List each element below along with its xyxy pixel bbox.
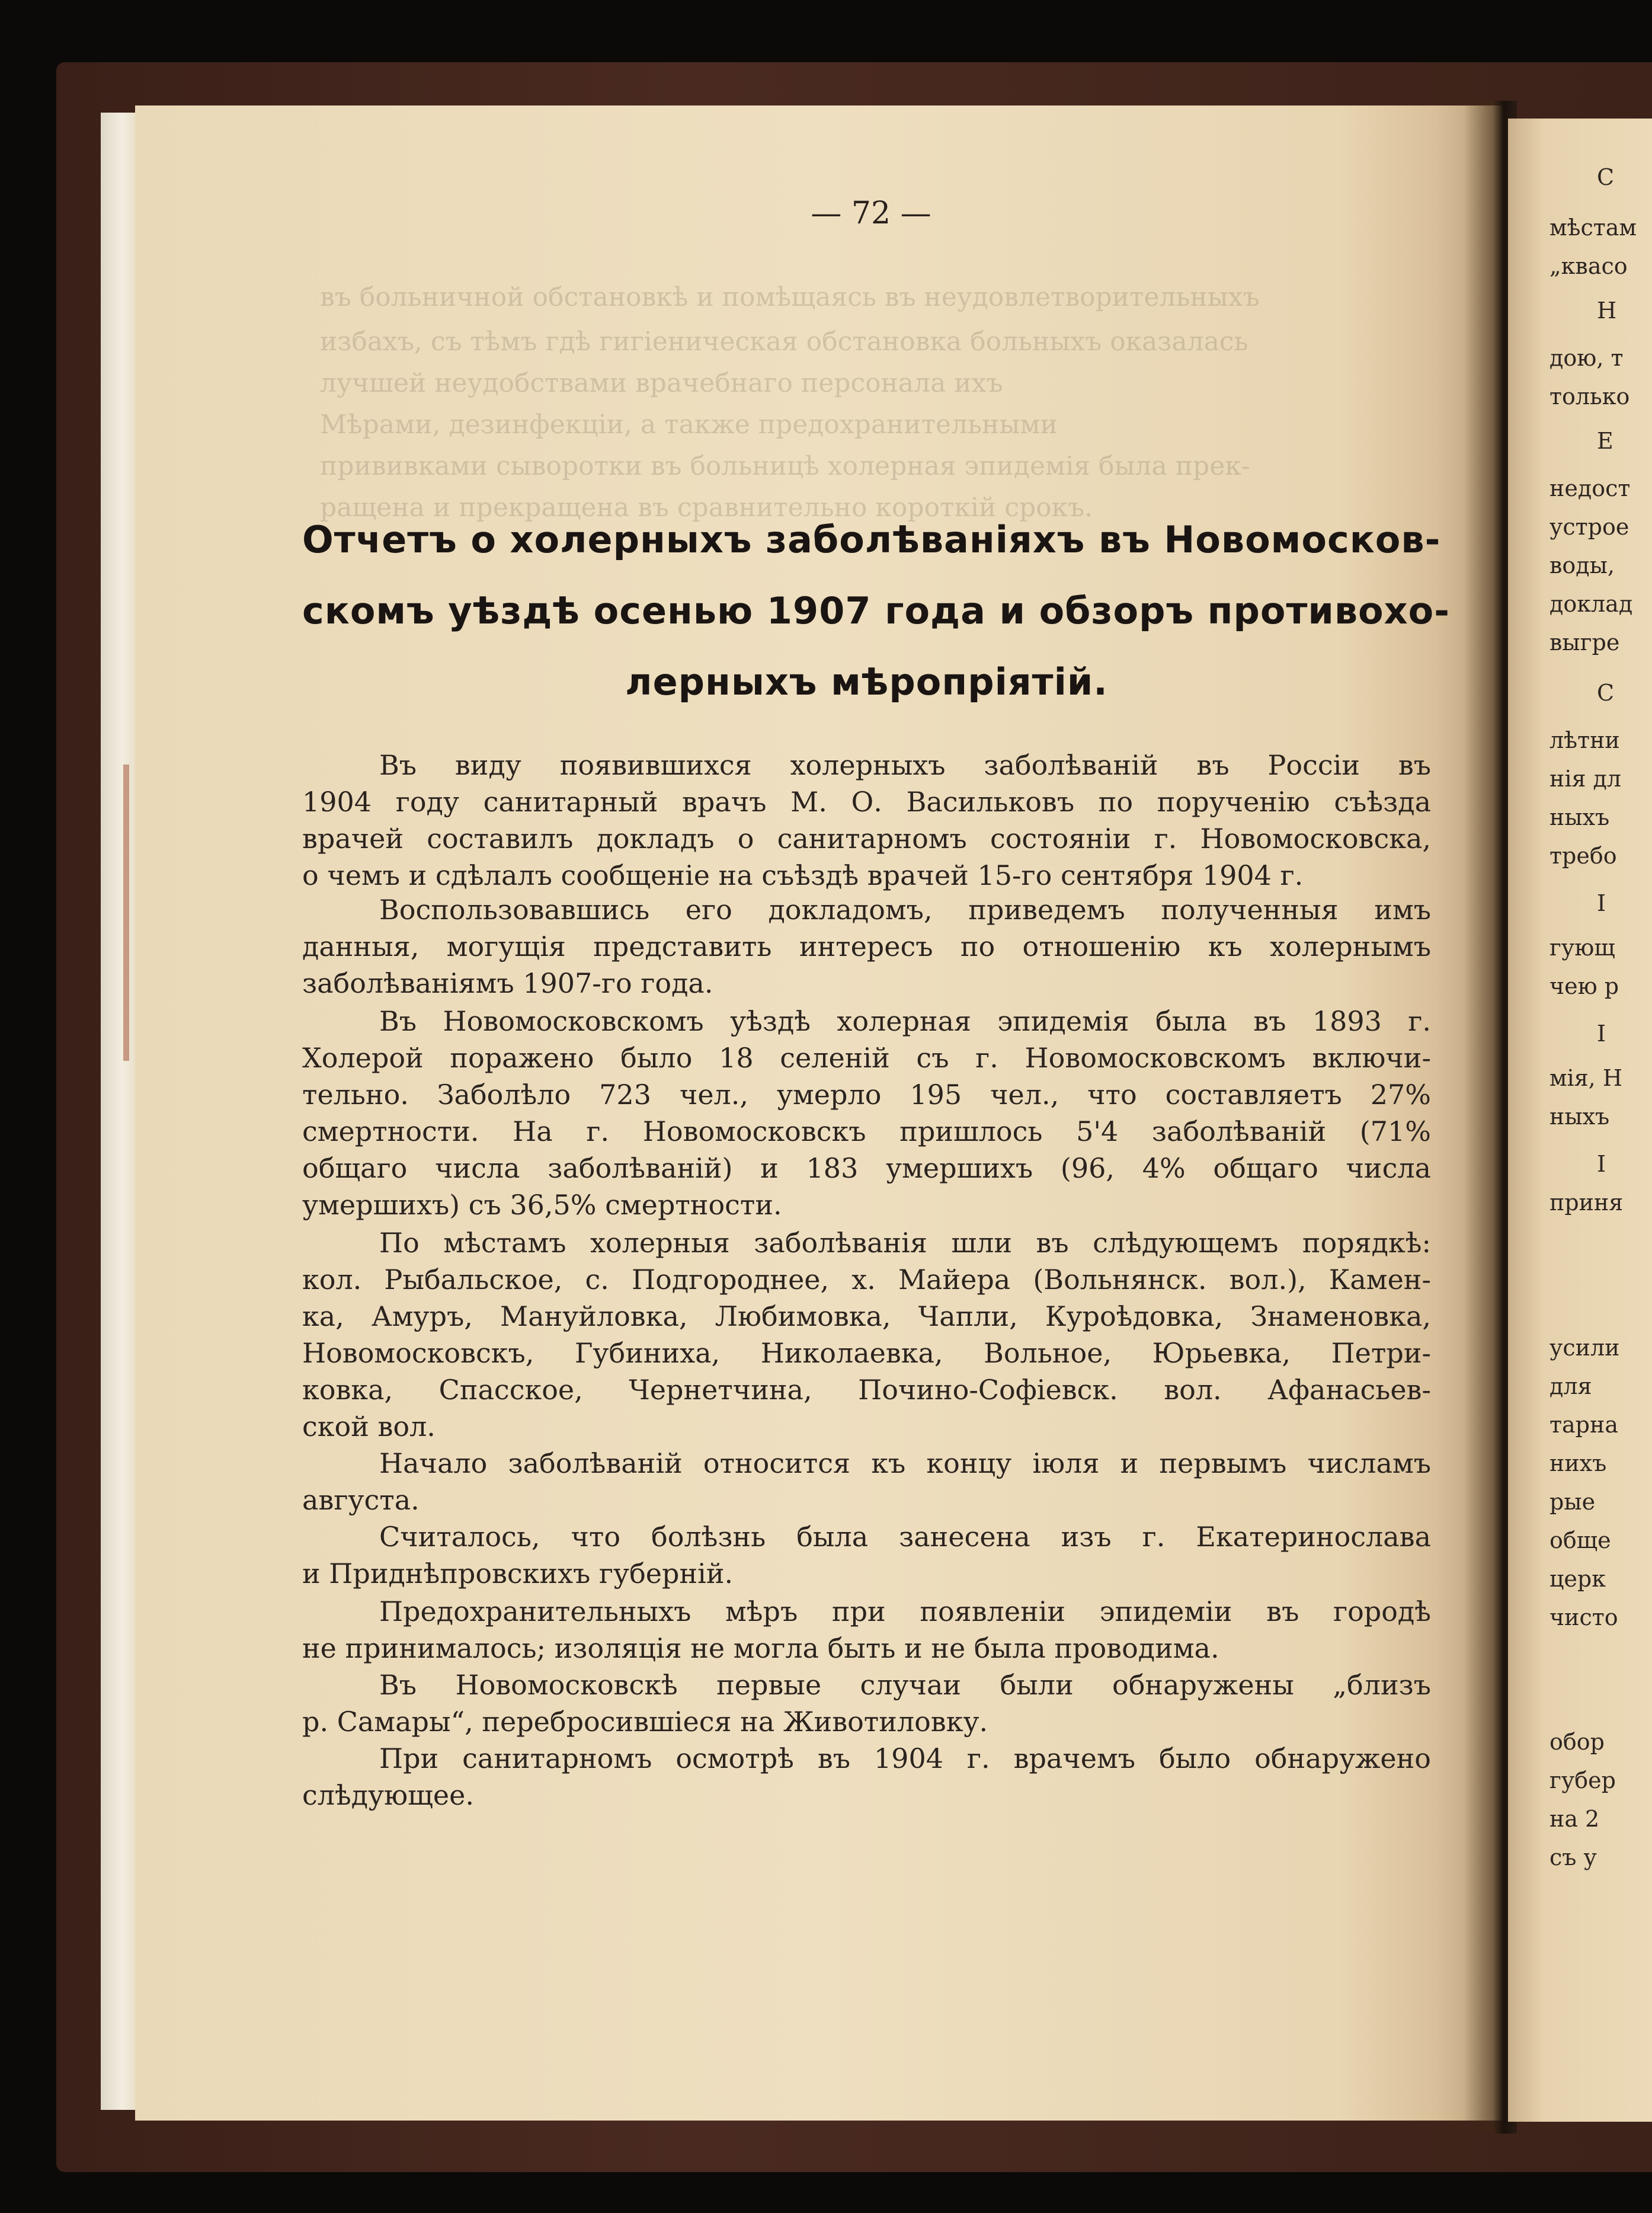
bleed-through-line: прививками сыворотки въ больницѣ холерная эпидемія была прек- <box>320 451 1250 481</box>
bleed-through-line: Мѣрами, дезинфекціи, а также предохранительными <box>320 410 1058 440</box>
right-page-fragment: обор <box>1549 1729 1605 1755</box>
right-page-fragment: воды, <box>1549 552 1615 578</box>
bleed-through-line: ращена и прекращена въ сравнительно короткій срокъ. <box>320 493 1093 523</box>
paragraph-line: не принималось; изоляція не могла быть и не была проводима. <box>302 1632 1219 1664</box>
right-page-fragment: устрое <box>1549 514 1629 540</box>
paragraph-line: ка, Амуръ, Мануйловка, Любимовка, Чапли, Куроѣдовка, Знаменовка, <box>302 1300 1431 1332</box>
right-page-fragment: выгре <box>1549 629 1620 655</box>
right-page-fragment: усили <box>1549 1335 1620 1361</box>
paragraph-line: При санитарномъ осмотрѣ въ 1904 г. врачемъ было обнаружено <box>379 1742 1431 1774</box>
right-page-fragment: С <box>1597 680 1615 706</box>
right-page-fragment: чисто <box>1549 1604 1618 1630</box>
paragraph-line: 1904 году санитарный врачъ М. О. Васильковъ по порученію съѣзда <box>302 786 1431 818</box>
title-line: скомъ уѣздѣ осенью 1907 года и обзоръ противохо- <box>302 589 1450 632</box>
right-page-fragment: мѣстам <box>1549 215 1637 241</box>
right-page-fragment: рые <box>1549 1489 1596 1515</box>
paragraph-line: По мѣстамъ холерныя заболѣванія шли въ слѣдующемъ порядкѣ: <box>379 1227 1431 1259</box>
left-page <box>135 105 1504 2121</box>
paragraph-line: Холерой поражено было 18 селеній съ г. Новомосковскомъ включи- <box>302 1042 1431 1074</box>
right-page-fragment: съ у <box>1549 1844 1597 1870</box>
paragraph-line: ковка, Спасское, Чернетчина, Почино-Софіевск. вол. Афанасьев- <box>302 1374 1431 1406</box>
right-page-fragment: ныхъ <box>1549 1104 1610 1130</box>
bleed-through-line: лучшей неудобствами врачебнаго персонала ихъ <box>320 368 1003 398</box>
right-page-fragment: лѣтни <box>1549 727 1620 753</box>
page-number: — 72 — <box>811 196 931 231</box>
paragraph-line: данныя, могущія представить интересъ по отношенію къ холернымъ <box>302 930 1431 962</box>
right-page-fragment: нія дл <box>1549 766 1622 792</box>
right-page-fragment: для <box>1549 1373 1592 1399</box>
right-page-fragment: губер <box>1549 1767 1616 1793</box>
paragraph-line: о чемъ и сдѣлалъ сообщеніе на съѣздѣ врачей 15-го сентября 1904 г. <box>302 859 1304 891</box>
right-page-fragment: „квасо <box>1549 253 1628 279</box>
right-page-fragment: ныхъ <box>1549 804 1610 830</box>
right-page-fragment: приня <box>1549 1189 1624 1216</box>
right-page-fragment: С <box>1597 164 1615 190</box>
bleed-through-line: избахъ, съ тѣмъ гдѣ гигіеническая обстановка больныхъ оказалась <box>320 327 1248 357</box>
paragraph-line: Въ Новомосковскѣ первые случаи были обнаружены „близъ <box>379 1669 1431 1701</box>
bleed-through-line: въ больничной обстановкѣ и помѣщаясь въ неудовлетворительныхъ <box>320 282 1260 312</box>
paragraph-line: слѣдующее. <box>302 1779 474 1811</box>
right-page-fragment: дою, т <box>1549 345 1624 371</box>
right-page-fragment: на 2 <box>1549 1806 1600 1832</box>
paragraph-line: ской вол. <box>302 1411 436 1443</box>
right-page-fragment: I <box>1597 1151 1606 1177</box>
paragraph-line: Воспользовавшись его докладомъ, приведемъ полученныя имъ <box>379 894 1431 926</box>
paragraph-line: смертности. На г. Новомосковскъ пришлось 5'4 заболѣваній (71% <box>302 1115 1431 1147</box>
paragraph-line: Предохранительныхъ мѣръ при появленіи эпидеміи въ городѣ <box>379 1595 1431 1627</box>
title-line: лерныхъ мѣропріятій. <box>625 660 1108 703</box>
paragraph-line: кол. Рыбальское, с. Подгороднее, х. Майера (Вольнянск. вол.), Камен- <box>302 1264 1431 1296</box>
paragraph-line: Въ виду появившихся холерныхъ заболѣваній въ Россіи въ <box>379 749 1431 781</box>
right-page-fragment: Н <box>1597 298 1617 324</box>
paragraph-line: умершихъ) съ 36,5% смертности. <box>302 1189 782 1221</box>
paragraph-line: Въ Новомосковскомъ уѣздѣ холерная эпидемія была въ 1893 г. <box>379 1005 1431 1037</box>
right-page-fragment: недост <box>1549 475 1631 501</box>
paragraph-line: р. Самары“, перебросившіеся на Животиловку. <box>302 1706 988 1738</box>
right-page-fragment: Е <box>1597 428 1613 454</box>
right-page-fragment: доклад <box>1549 591 1633 617</box>
right-page-fragment: гующ <box>1549 935 1615 961</box>
right-page-fragment: I <box>1597 1021 1606 1047</box>
right-page <box>1508 119 1652 2122</box>
right-page-fragment: обще <box>1549 1527 1611 1553</box>
paragraph-line: Считалось, что болѣзнь была занесена изъ г. Екатеринослава <box>379 1521 1431 1553</box>
paragraph-line: тельно. Заболѣло 723 чел., умерло 195 чел., что составляетъ 27% <box>302 1079 1431 1111</box>
paragraph-line: Новомосковскъ, Губиниха, Николаевка, Вольное, Юрьевка, Петри- <box>302 1337 1431 1369</box>
right-page-fragment: I <box>1597 890 1606 916</box>
right-page-fragment: нихъ <box>1549 1450 1607 1476</box>
paragraph-line: августа. <box>302 1484 420 1516</box>
right-page-fragment: требо <box>1549 843 1617 869</box>
red-mark <box>123 765 129 1061</box>
paragraph-line: и Приднѣпровскихъ губерній. <box>302 1558 734 1590</box>
right-page-fragment: церк <box>1549 1566 1606 1592</box>
right-page-fragment: тарна <box>1549 1412 1618 1438</box>
paragraph-line: врачей составилъ докладъ о санитарномъ состояніи г. Новомосковска, <box>302 823 1431 855</box>
paragraph-line: общаго числа заболѣваній) и 183 умершихъ (96, 4% общаго числа <box>302 1152 1431 1184</box>
title-line: Отчетъ о холерныхъ заболѣваніяхъ въ Новомосков- <box>302 518 1441 561</box>
right-page-fragment: только <box>1549 383 1630 410</box>
paragraph-line: Начало заболѣваній относится къ концу іюля и первымъ числамъ <box>379 1447 1431 1479</box>
page-edge <box>101 113 136 2110</box>
right-page-fragment: чею р <box>1549 973 1619 999</box>
paragraph-line: заболѣваніямъ 1907-го года. <box>302 967 713 999</box>
right-page-fragment: мія, Н <box>1549 1065 1622 1091</box>
